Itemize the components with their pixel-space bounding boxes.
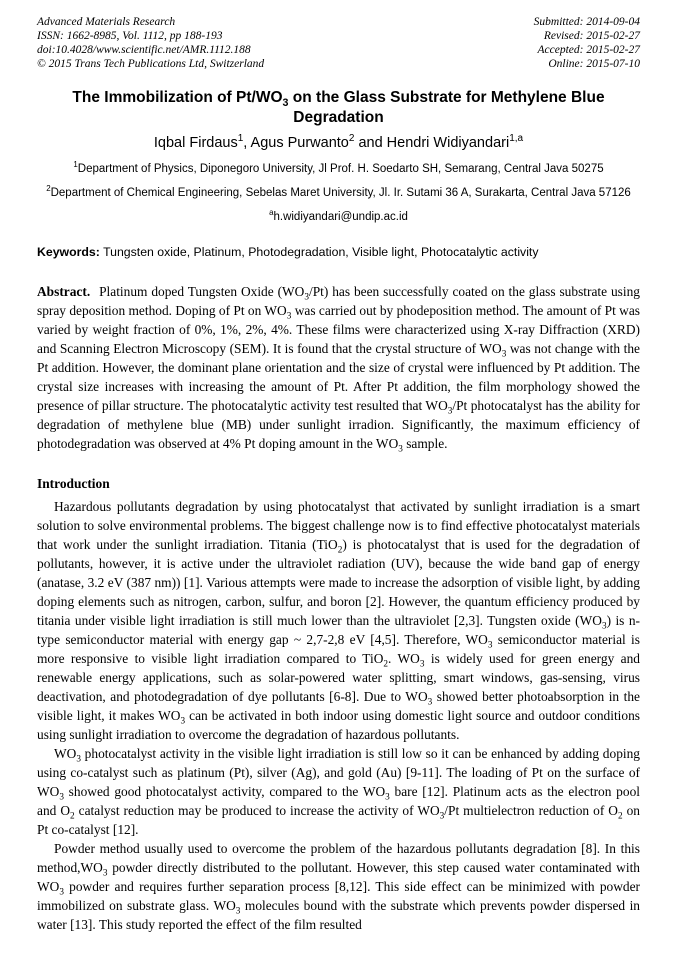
abstract-label: Abstract. xyxy=(37,284,91,299)
submitted-date: Submitted: 2014-09-04 xyxy=(533,16,640,28)
corresponding-email: $^a$h.widiyandari@undip.ac.id xyxy=(269,208,408,223)
abstract-text: Platinum doped Tungsten Oxide $(WO_3/Pt)$ has been successfully coated on the glass substrate using spray deposition method. Doping of Pt on $WO_3$ was carried out by phodeposition method. The amount of Pt was varied by weight fraction of 0%, 1%, 2%, 4%. These films were characterized using X-ray Diffraction (XRD) and Scanning Electron Microscopy (SEM). It is found that the crystal structure of $WO_3$ was not change with the Pt addition. However, the dominant plane orientation and the size of crystal were influenced by Pt addition. The crystal size increases with increasing the amount of Pt. After Pt addition, the film morphology showed the presence of pillar structure. The photocatalytic activity test resulted that $WO_3/Pt$ photocatalyst has the ability for degradation of methylene blue (MB) under sunlight irradion. Significantly, the maximum efficiency of photodegradation was observed at 4% Pt doping amount in the $WO_3$ sample. xyxy=(37,284,640,454)
keywords-text: Tungsten oxide, Platinum, Photodegradation, Visible light, Photocatalytic activity xyxy=(103,245,539,259)
accepted-date: Accepted: 2015-02-27 xyxy=(537,44,640,56)
journal-header xyxy=(37,15,640,71)
intro-paragraph-2: $WO_3$ photocatalyst activity in the visible light irradiation is still low so it can be enhanced by adding doping using co-catalyst such as platinum (Pt), silver (Ag), and gold (Au) [9-11]. The loading of Pt on the surface of $WO_3$ showed good photocatalyst activity, compared to the $WO_3$ bare [12]. Platinum acts as the electron pool and $O_2$ catalyst reduction may be produced to increase the activity of $WO_3/Pt$ multielectron reduction of $O_2$ on Pt co-catalyst [12]. xyxy=(37,746,640,837)
intro-paragraph-1: Hazardous pollutants degradation by using photocatalyst that activated by sunlight irradiation is a smart solution to solve environmental problems. The biggest challenge now is to find effective photocatalyst materials that work under the sunlight irradiation. Titania (TiO$_2$) is photocatalyst that is used for the degradation of pollutants, however, it is active under the ultraviolet radiation (UV), because the wide band gap of energy (anatase, 3.2 eV (387 nm)) [1]. Various attempts were made to increase the adsorption of visible light, by adding doping elements such as nitrogen, carbon, sulfur, and boron [2]. However, the quantum efficiency produced by titania under visible light irradiation is still much lower than the ultraviolet [2,3]. Tungsten oxide $(WO_3)$ is n-type semiconductor material with energy gap ~ 2,7-2,8 eV [4,5]. Therefore, $WO_3$ semiconductor material is more responsive to visible light irradiation compared to TiO$_2$. $WO_3$ is widely used for green energy and renewable energy applications, such as solar-powered water splitting, smart windows, gas-sensing, virus deactivation, and photodegradation of dye pollutants [6-8]. Due to $WO_3$ showed better photoabsorption in the visible light, it makes $WO_3$ can be activated in both indoor using domestic light source and outdoor conditions using sunlight irradiation to overcome the degradation of hazardous pollutants. xyxy=(37,499,641,742)
journal-doi: doi:10.4028/www.scientific.net/AMR.1112.188 xyxy=(37,44,251,56)
journal-issn-volume: ISSN: 1662-8985, Vol. 1112, pp 188-193 xyxy=(37,30,223,42)
paper-title: The Immobilization of $Pt/WO_3$ on the Glass Substrate for Methylene Blue Degradation xyxy=(72,89,605,126)
introduction-section xyxy=(37,497,640,934)
online-date: Online: 2015-07-10 xyxy=(548,58,640,70)
keywords-label: Keywords: xyxy=(37,245,100,259)
abstract-paragraph xyxy=(37,282,640,453)
keywords-line xyxy=(37,244,640,260)
journal-name: Advanced Materials Research xyxy=(37,16,176,28)
revised-date: Revised: 2015-02-27 xyxy=(543,30,640,42)
affiliation-1: $^1$Department of Physics, Diponegoro University, Jl Prof. H. Soedarto SH, Semarang, Central Java 50275 xyxy=(73,160,604,175)
journal-info xyxy=(37,15,264,71)
authors-line: Iqbal Firdaus$^1$, Agus Purwanto$^2$ and Hendri Widiyandari$^{1,a}$ xyxy=(153,133,524,151)
section-heading-introduction: Introduction xyxy=(37,476,110,491)
affiliation-2: $^2$Department of Chemical Engineering, Sebelas Maret University, Jl. Ir. Sutami 36 A, Surakarta, Central Java 57126 xyxy=(46,184,631,199)
intro-paragraph-3: Powder method usually used to overcome the problem of the hazardous pollutants degradation [8]. In this $method,WO_3$ powder directly distributed to the pollutant. However, this step caused water contaminated with $WO_3$ powder and requires further separation process [8,12]. This side effect can be minimized with powder immobilized on substrate glass. $WO_3$ molecules bound with the substrate which prevents powder dispersed in water [13]. This study reported the effect of the film resulted xyxy=(37,841,640,932)
journal-copyright: © 2015 Trans Tech Publications Ltd, Switzerland xyxy=(37,58,265,70)
submission-dates xyxy=(534,15,640,71)
